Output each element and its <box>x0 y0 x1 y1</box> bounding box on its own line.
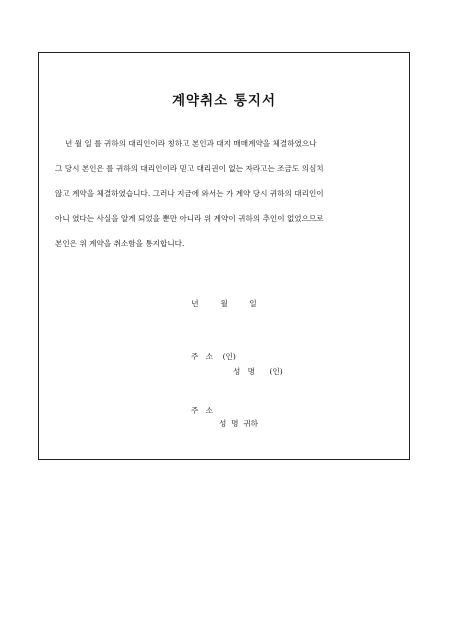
document-title: 계약취소 통지서 <box>172 93 276 109</box>
sender-address: 주 소 (인) <box>191 352 236 361</box>
body-line-5: 본인은 위 계약을 취소함을 통지합니다. <box>55 239 185 248</box>
body-line-1: 년 월 일 를 귀하의 대리인이라 칭하고 본인과 대지 매매계약을 체결하였으나 <box>65 139 317 148</box>
recipient-address: 주 소 <box>191 406 213 415</box>
body-line-3: 않고 계약을 체결하였습니다. 그러나 지금에 와서는 가 계약 당시 귀하의 대리인이 <box>55 189 324 198</box>
document-frame <box>38 52 410 460</box>
sender-name: 성 명 (인) <box>233 367 283 376</box>
body-line-2: 그 당시 본인은 를 귀하의 대리인이라 믿고 대리권이 없는 자라고는 조금도 의심치 <box>55 164 324 173</box>
body-line-4: 아니 였다는 사실을 알게 되었을 뿐만 아니라 위 계약이 귀하의 추인이 없었으므로 <box>55 214 324 223</box>
recipient-name: 성 명 귀하 <box>219 419 258 428</box>
date-line: 년 월 일 <box>191 299 257 308</box>
